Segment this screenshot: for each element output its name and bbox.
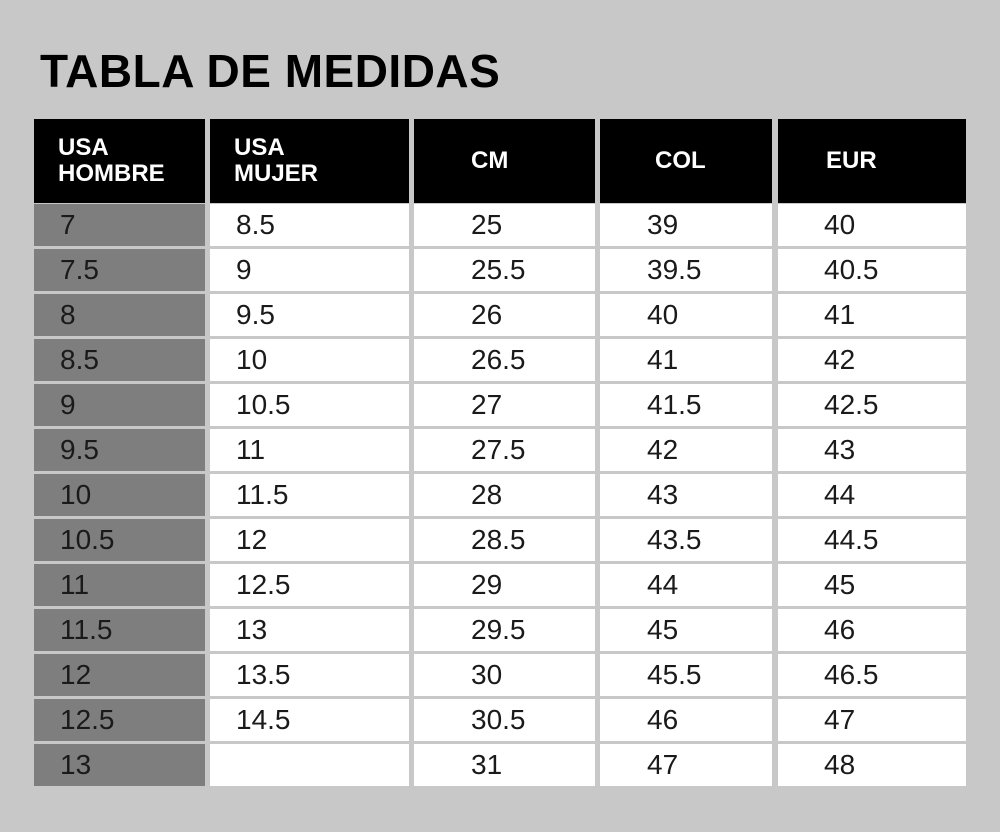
table-cell: 43: [778, 429, 966, 471]
table-cell: 42: [778, 339, 966, 381]
table-cell: 44: [600, 564, 772, 606]
row-header-cell: 8.5: [34, 339, 205, 381]
table-cell: 47: [600, 744, 772, 786]
table-cell: 8.5: [210, 204, 409, 246]
table-cell: 12: [210, 519, 409, 561]
column-header: CM: [414, 119, 595, 203]
row-header-cell: 8: [34, 294, 205, 336]
column-header: USA MUJER: [210, 119, 409, 203]
table-cell: 29.5: [414, 609, 595, 651]
table-cell: 41.5: [600, 384, 772, 426]
table-cell: 40: [600, 294, 772, 336]
table-cell: 26: [414, 294, 595, 336]
column-header: EUR: [778, 119, 966, 203]
row-header-cell: 7: [34, 204, 205, 246]
table-cell: 25.5: [414, 249, 595, 291]
table-cell: 27: [414, 384, 595, 426]
row-header-cell: 12.5: [34, 699, 205, 741]
table-cell: 46.5: [778, 654, 966, 696]
table-cell: 11.5: [210, 474, 409, 516]
table-cell: 47: [778, 699, 966, 741]
table-cell: 42.5: [778, 384, 966, 426]
table-cell: 41: [778, 294, 966, 336]
row-header-cell: 10.5: [34, 519, 205, 561]
table-cell: 26.5: [414, 339, 595, 381]
table-cell: 31: [414, 744, 595, 786]
row-header-cell: 13: [34, 744, 205, 786]
column-header: COL: [600, 119, 772, 203]
table-cell: 46: [600, 699, 772, 741]
table-cell: 9: [210, 249, 409, 291]
table-cell: 12.5: [210, 564, 409, 606]
row-header-cell: 7.5: [34, 249, 205, 291]
table-cell: 41: [600, 339, 772, 381]
row-header-cell: 11.5: [34, 609, 205, 651]
table-cell: 44.5: [778, 519, 966, 561]
row-header-cell: 11: [34, 564, 205, 606]
table-cell: 11: [210, 429, 409, 471]
table-cell: 10: [210, 339, 409, 381]
row-header-cell: 9.5: [34, 429, 205, 471]
table-cell: 14.5: [210, 699, 409, 741]
table-cell: 10.5: [210, 384, 409, 426]
table-cell: 45.5: [600, 654, 772, 696]
table-cell: 27.5: [414, 429, 595, 471]
table-cell: 42: [600, 429, 772, 471]
row-header-cell: 9: [34, 384, 205, 426]
table-cell: 45: [600, 609, 772, 651]
table-cell: 28.5: [414, 519, 595, 561]
table-cell: 30.5: [414, 699, 595, 741]
table-cell: 13: [210, 609, 409, 651]
table-cell: 29: [414, 564, 595, 606]
table-cell: 39.5: [600, 249, 772, 291]
row-header-cell: 12: [34, 654, 205, 696]
column-header: USA HOMBRE: [34, 119, 205, 203]
table-cell: [210, 744, 409, 786]
table-cell: 25: [414, 204, 595, 246]
table-cell: 40.5: [778, 249, 966, 291]
table-cell: 46: [778, 609, 966, 651]
table-cell: 44: [778, 474, 966, 516]
table-cell: 39: [600, 204, 772, 246]
table-cell: 45: [778, 564, 966, 606]
table-cell: 28: [414, 474, 595, 516]
table-cell: 43: [600, 474, 772, 516]
table-cell: 30: [414, 654, 595, 696]
page-title: TABLA DE MEDIDAS: [40, 45, 501, 97]
table-cell: 9.5: [210, 294, 409, 336]
row-header-cell: 10: [34, 474, 205, 516]
table-cell: 40: [778, 204, 966, 246]
table-cell: 48: [778, 744, 966, 786]
table-cell: 13.5: [210, 654, 409, 696]
table-cell: 43.5: [600, 519, 772, 561]
